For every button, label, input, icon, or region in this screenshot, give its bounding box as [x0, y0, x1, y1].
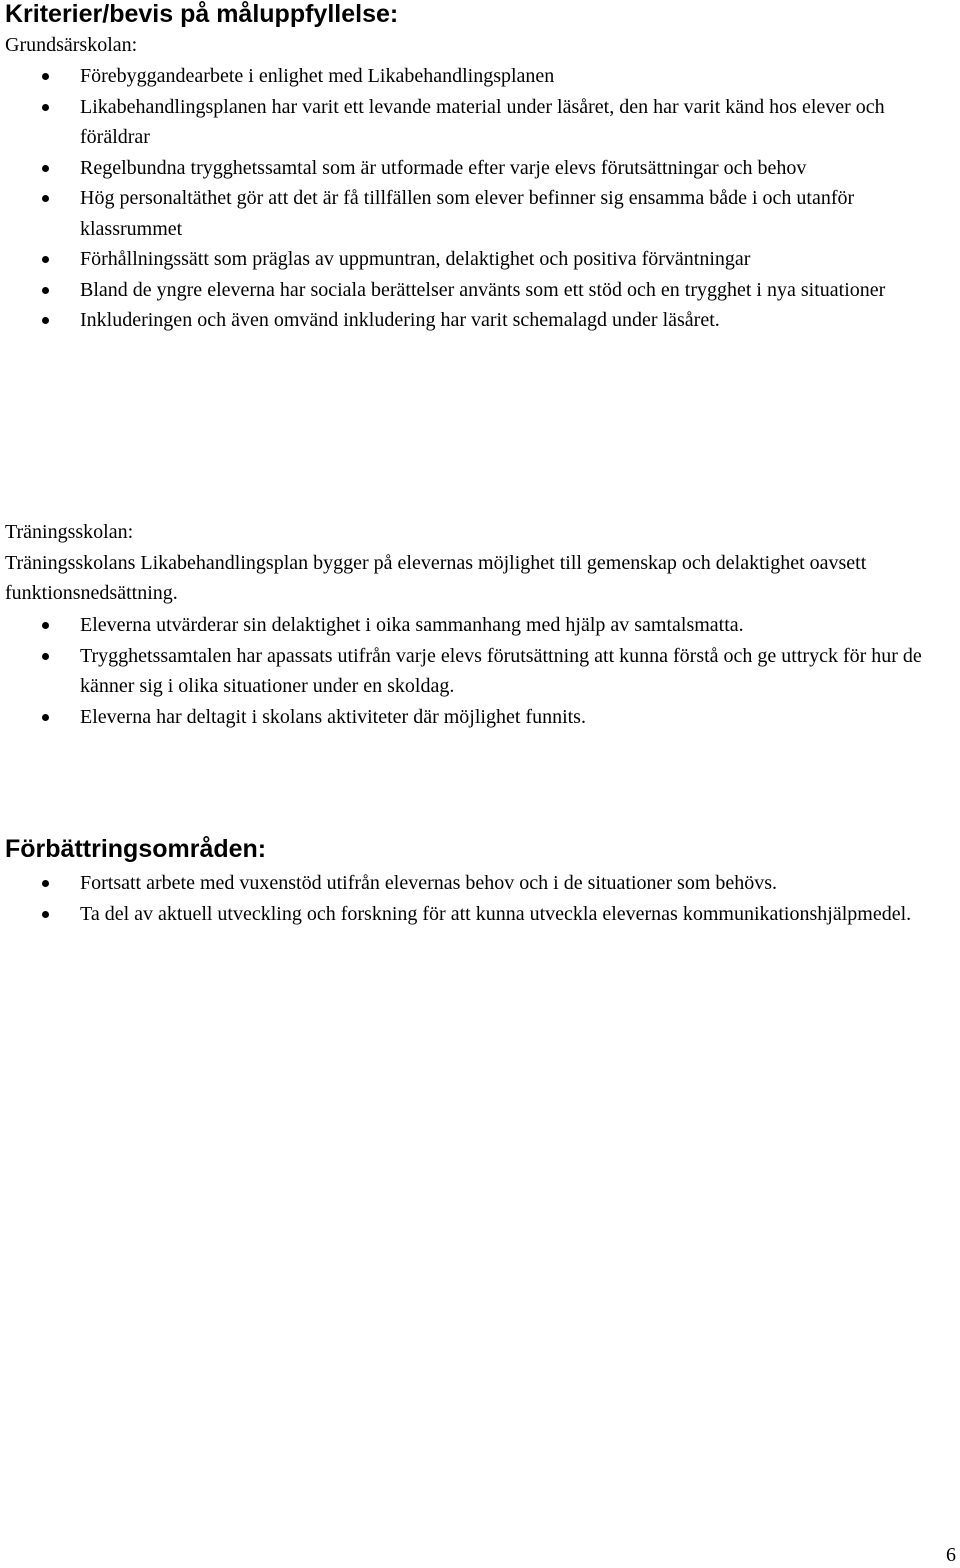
- bullet-icon: [42, 880, 49, 887]
- bullet-icon: [42, 622, 49, 629]
- grundsarskolan-list: [0, 61, 960, 336]
- list-item: Trygghetssamtalen har apassats utifrån varje elevs förutsättning att kunna förstå och ge uttryck för hur de känner sig i olika situationer under en skoldag.: [0, 641, 958, 702]
- list-item: Fortsatt arbete med vuxenstöd utifrån elevernas behov och i de situationer som behövs.: [0, 868, 958, 899]
- list-item: Hög personaltäthet gör att det är få tillfällen som elever befinner sig ensamma både i och utanför klassrummet: [0, 183, 958, 244]
- bullet-icon: [42, 911, 49, 918]
- list-item: Bland de yngre eleverna har sociala berättelser använts som ett stöd och en trygghet i nya situationer: [0, 275, 958, 306]
- page-number: 6: [946, 1544, 956, 1566]
- traningsskolan-label: Träningsskolan:: [5, 521, 134, 543]
- list-item: Förhållningssätt som präglas av uppmuntran, delaktighet och positiva förväntningar: [0, 244, 958, 275]
- traningsskolan-list: [0, 610, 960, 732]
- improvements-list: [0, 868, 960, 929]
- list-item: Ta del av aktuell utveckling och forskning för att kunna utveckla elevernas kommunikationshjälpmedel.: [0, 899, 958, 930]
- bullet-icon: [42, 73, 49, 80]
- list-item: Regelbundna trygghetssamtal som är utformade efter varje elevs förutsättningar och behov: [0, 153, 958, 184]
- list-item: Förebyggandearbete i enlighet med Likabehandlingsplanen: [0, 61, 958, 92]
- bullet-icon: [42, 714, 49, 721]
- list-item: Eleverna har deltagit i skolans aktiviteter där möjlighet funnits.: [0, 702, 958, 733]
- criteria-heading: Kriterier/bevis på måluppfyllelse:: [5, 0, 399, 28]
- bullet-icon: [42, 317, 49, 324]
- list-item: Eleverna utvärderar sin delaktighet i oika sammanhang med hjälp av samtalsmatta.: [0, 610, 958, 641]
- improvements-heading: Förbättringsområden:: [5, 835, 267, 863]
- traningsskolan-intro: Träningsskolans Likabehandlingsplan bygger på elevernas möjlighet till gemenskap och delaktighet oavsett funktionsnedsättning.: [5, 552, 867, 604]
- bullet-icon: [42, 165, 49, 172]
- grundsarskolan-label: Grundsärskolan:: [5, 34, 138, 56]
- list-item: Inkluderingen och även omvänd inkludering har varit schemalagd under läsåret.: [0, 305, 958, 336]
- bullet-icon: [42, 653, 49, 660]
- bullet-icon: [42, 256, 49, 263]
- bullet-icon: [42, 287, 49, 294]
- list-item: Likabehandlingsplanen har varit ett levande material under läsåret, den har varit känd hos elever och föräldrar: [0, 92, 958, 153]
- bullet-icon: [42, 104, 49, 111]
- bullet-icon: [42, 195, 49, 202]
